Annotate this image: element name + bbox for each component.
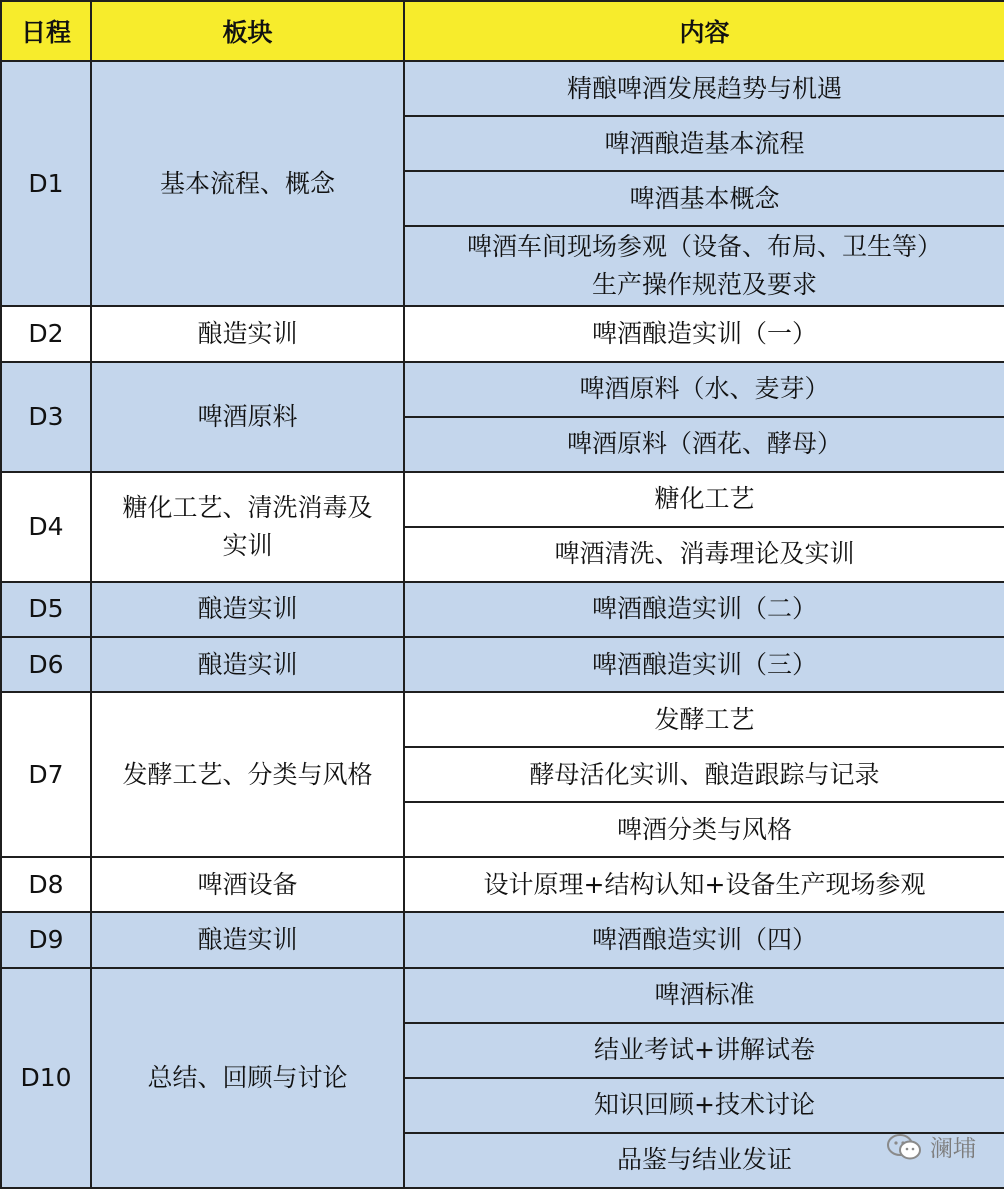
content-cell: [404, 527, 1004, 582]
content-line: 啤酒标准: [654, 980, 755, 1010]
table-row: [1, 61, 1004, 116]
content-line: 啤酒基本概念: [629, 183, 780, 213]
module-cell: 酿造实训: [91, 582, 404, 637]
watermark: [886, 1130, 976, 1163]
module-cell: 基本流程、概念: [91, 61, 404, 306]
day-cell: D10: [1, 968, 91, 1188]
content-cell: [404, 61, 1004, 116]
module-cell: 总结、回顾与讨论: [91, 968, 404, 1188]
watermark-text: 澜埔: [930, 1136, 976, 1162]
table-row: [1, 306, 1004, 361]
content-line: 生产操作规范及要求: [591, 270, 817, 300]
header-module: 板块: [91, 1, 404, 61]
content-cell: [404, 692, 1004, 747]
table-row: [1, 692, 1004, 747]
module-cell: 酿造实训: [91, 306, 404, 361]
day-cell: D5: [1, 582, 91, 637]
day-cell: D3: [1, 362, 91, 472]
table-row: [1, 968, 1004, 1023]
content-cell: [404, 968, 1004, 1023]
table-row: [1, 362, 1004, 417]
content-line: 发酵工艺: [654, 704, 755, 734]
table-row: [1, 857, 1004, 912]
content-cell: [404, 857, 1004, 912]
content-line: 啤酒分类与风格: [616, 814, 792, 844]
content-cell: [404, 472, 1004, 527]
day-cell: D7: [1, 692, 91, 857]
content-line: 知识回顾+技术讨论: [594, 1090, 815, 1120]
content-line: 结业考试+讲解试卷: [594, 1035, 815, 1065]
wechat-icon: [886, 1133, 922, 1161]
content-line: 啤酒原料（水、麦芽）: [579, 374, 830, 404]
header-content: 内容: [404, 1, 1004, 61]
content-cell: [404, 417, 1004, 472]
day-cell: D1: [1, 61, 91, 306]
module-cell: 糖化工艺、清洗消毒及实训: [91, 472, 404, 582]
day-cell: D6: [1, 637, 91, 692]
day-cell: D9: [1, 912, 91, 967]
content-cell: [404, 802, 1004, 857]
day-cell: D2: [1, 306, 91, 361]
content-line: 啤酒酿造实训（一）: [591, 318, 817, 348]
content-line: 酵母活化实训、酿造跟踪与记录: [529, 759, 880, 789]
module-cell: 啤酒设备: [91, 857, 404, 912]
content-cell: [404, 362, 1004, 417]
content-cell: [404, 116, 1004, 171]
content-cell: [404, 306, 1004, 361]
content-line: 啤酒酿造实训（四）: [591, 925, 817, 954]
content-line: 啤酒酿造实训（三）: [591, 649, 817, 679]
content-line: 糖化工艺: [654, 484, 755, 514]
content-line: 啤酒酿造实训（二）: [591, 594, 817, 624]
content-cell: [404, 226, 1004, 306]
header-day: 日程: [1, 1, 91, 61]
content-cell: [404, 582, 1004, 637]
content-line: 设计原理+结构认知+设备生产现场参观: [483, 869, 926, 899]
content-cell: [404, 1023, 1004, 1078]
module-cell: 发酵工艺、分类与风格: [91, 692, 404, 857]
day-cell: D8: [1, 857, 91, 912]
content-line: 精酿啤酒发展趋势与机遇: [566, 73, 842, 103]
module-cell: 啤酒原料: [91, 362, 404, 472]
content-cell: [404, 171, 1004, 226]
schedule-body: [1, 61, 1004, 1188]
table-row: [1, 637, 1004, 692]
module-cell: 酿造实训: [91, 912, 404, 967]
content-cell: [404, 637, 1004, 692]
table-row: [1, 582, 1004, 637]
content-line: 啤酒酿造基本流程: [604, 128, 805, 158]
module-cell: 酿造实训: [91, 637, 404, 692]
content-line: 啤酒原料（酒花、酵母）: [566, 429, 842, 459]
table-row: [1, 472, 1004, 527]
content-line: 啤酒清洗、消毒理论及实训: [554, 539, 855, 569]
content-cell: [404, 912, 1004, 967]
day-cell: D4: [1, 472, 91, 582]
content-line: 啤酒车间现场参观（设备、布局、卫生等）: [466, 232, 942, 262]
table-row: [1, 912, 1004, 967]
content-line: 品鉴与结业发证: [616, 1145, 792, 1175]
content-cell: [404, 1078, 1004, 1133]
content-cell: [404, 747, 1004, 802]
header-row: [1, 1, 1004, 61]
